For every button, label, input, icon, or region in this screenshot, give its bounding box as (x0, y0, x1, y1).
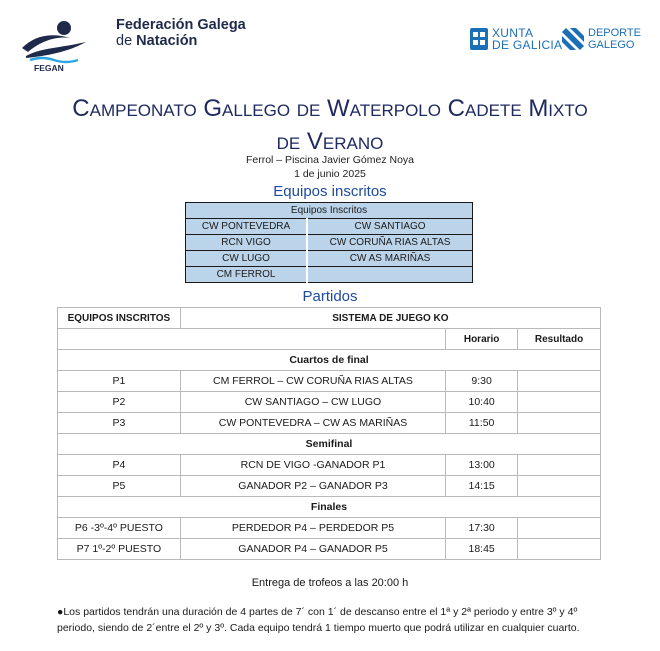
fegan-label: FEGAN (34, 63, 64, 72)
col-header-equipos: EQUIPOS INSCRITOS (58, 308, 181, 329)
teams-table-header: Equipos Inscritos (186, 203, 473, 219)
teams-table (185, 202, 473, 283)
table-row (58, 476, 601, 497)
table-row (186, 235, 473, 251)
round-title: Cuartos de final (58, 350, 601, 371)
venue-text: Ferrol – Piscina Javier Gómez Noya (245, 154, 415, 166)
xunta-shield-icon (470, 28, 488, 50)
match-time: 13:00 (446, 455, 518, 476)
match-teams: GANADOR P2 – GANADOR P3 (180, 476, 445, 497)
match-teams: CM FERROL – CW CORUÑA RIAS ALTAS (180, 371, 445, 392)
match-result (518, 539, 601, 560)
col-header-horario: Horario (446, 329, 518, 350)
match-result (518, 518, 601, 539)
match-id: P6 -3º-4º PUESTO (58, 518, 181, 539)
match-time: 9:30 (446, 371, 518, 392)
matches-section-title: Partidos (302, 288, 358, 305)
match-id: P1 (58, 371, 181, 392)
match-id: P4 (58, 455, 181, 476)
table-row (186, 251, 473, 267)
page-title: Campeonato Gallego de Waterpolo Cadete Mixto de Verano (72, 95, 588, 155)
team-cell: CW PONTEVEDRA (186, 219, 308, 235)
fegan-swimmer-logo (20, 18, 90, 72)
table-row (186, 267, 473, 283)
col-header-sistema: SISTEMA DE JUEGO KO (180, 308, 600, 329)
teams-section-title: Equipos inscritos (273, 183, 387, 200)
match-time: 14:15 (446, 476, 518, 497)
match-teams: CW SANTIAGO – CW LUGO (180, 392, 445, 413)
match-id: P5 (58, 476, 181, 497)
page-header (0, 0, 660, 80)
match-teams: PERDEDOR P4 – PERDEDOR P5 (180, 518, 445, 539)
rules-note: ●Los partidos tendrán una duración de 4 partes de 7´ con 1´ de descanso entre el 1ª y 2ª periodo y entre 3º y 4º periodo, siendo de 2´entre el 2º y 3º. Cada equipo tendrá 1 tiempo muerto que podrá utilizar en cualquier cuarto. (57, 606, 580, 634)
match-id: P7 1º-2º PUESTO (58, 539, 181, 560)
date-text: 1 de junio 2025 (294, 168, 366, 180)
table-row (58, 455, 601, 476)
match-time: 10:40 (446, 392, 518, 413)
table-row (186, 219, 473, 235)
team-cell: CM FERROL (186, 267, 308, 283)
col-header-resultado: Resultado (518, 329, 601, 350)
table-row (58, 413, 601, 434)
xunta-logo: XUNTA DE GALICIA (470, 27, 562, 51)
match-time: 17:30 (446, 518, 518, 539)
match-result (518, 392, 601, 413)
match-id: P3 (58, 413, 181, 434)
match-teams: RCN DE VIGO -GANADOR P1 (180, 455, 445, 476)
federation-name: Federación Galega de Natación (116, 17, 246, 49)
match-teams: GANADOR P4 – GANADOR P5 (180, 539, 445, 560)
team-cell: CW AS MARIÑAS (307, 251, 472, 267)
table-row (58, 539, 601, 560)
match-time: 11:50 (446, 413, 518, 434)
match-result (518, 371, 601, 392)
team-cell: RCN VIGO (186, 235, 308, 251)
table-row (58, 392, 601, 413)
team-cell (307, 267, 472, 283)
table-row (58, 371, 601, 392)
match-result (518, 476, 601, 497)
match-result (518, 455, 601, 476)
match-time: 18:45 (446, 539, 518, 560)
matches-table (57, 307, 601, 560)
match-id: P2 (58, 392, 181, 413)
round-title: Semifinal (58, 434, 601, 455)
trophy-ceremony-text: Entrega de trofeos a las 20:00 h (251, 577, 409, 589)
round-title: Finales (58, 497, 601, 518)
team-cell: CW SANTIAGO (307, 219, 472, 235)
match-result (518, 413, 601, 434)
team-cell: CW LUGO (186, 251, 308, 267)
deporte-galego-icon (562, 28, 584, 50)
table-row (58, 518, 601, 539)
team-cell: CW CORUÑA RIAS ALTAS (307, 235, 472, 251)
deporte-galego-logo: DEPORTE GALEGO (562, 27, 641, 51)
match-teams: CW PONTEVEDRA – CW AS MARIÑAS (180, 413, 445, 434)
